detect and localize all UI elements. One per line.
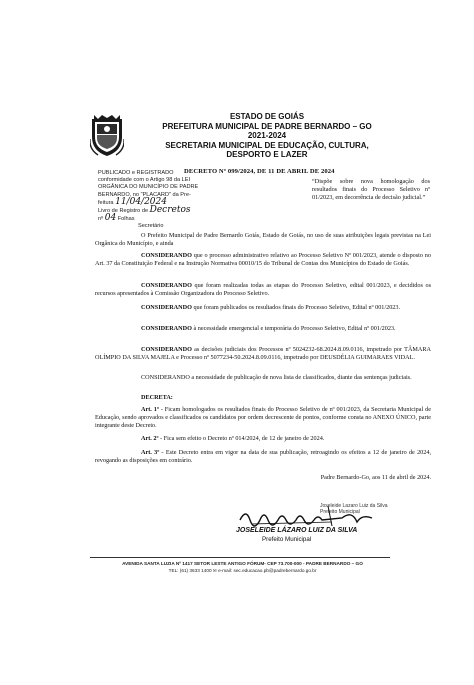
header-term: 2021-2024 <box>247 131 287 141</box>
article-label: Art. 1º <box>141 406 159 413</box>
stamp-line: Folhas <box>117 216 135 223</box>
article-text: - Fica sem efeito o Decreto nº 014/2024, de 12 de janeiro de 2024. <box>158 435 325 442</box>
considering-text: que foram publicados os resultados finais do Processo Seletivo, Edital nº 001/2023. <box>191 304 401 311</box>
considering-label: CONSIDERANDO <box>141 346 192 353</box>
footer-divider <box>90 557 390 558</box>
article-2 <box>95 435 431 443</box>
stamp-line: conformidade com o Artigo 98 da LEI <box>98 177 191 184</box>
decree-title: DECRETO Nº 099/2024, DE 11 DE ABRIL DE 2024 <box>184 168 335 175</box>
stamp-line: feitura <box>98 199 114 206</box>
publication-stamp <box>98 170 233 231</box>
signature-stamp-role: Prefeito Municipal <box>320 509 360 515</box>
article-3 <box>95 449 431 465</box>
stamp-secretary: Secretário <box>138 223 164 230</box>
preamble: O Prefeito Municipal de Padre Bernardo Goiás, Estado de Goiás, no uso de suas atribuições legais previstas na Lei Orgânica do Município, e ainda <box>95 232 431 247</box>
footer-address: AVENIDA SANTA LUZIA Nº 1417 SETOR LESTE ANTIGO FÓRUM- CEP 73.700-000 - PADRE BERNARDO – GO <box>122 561 363 566</box>
considering-label: CONSIDERANDO <box>141 282 192 289</box>
considering-text: que o processo administrativo relativo ao Processo Seletivo Nº 001/2023, atende o disposto no Art. 37 da Constituição Federal e na Instrução Normativa 00010/15 do Tribunal de Contas dos Municípios do Estado de Goiás. <box>95 252 431 267</box>
considering-4 <box>95 325 431 333</box>
considering-5 <box>95 346 431 362</box>
signature-stamp-name: Joseleide Lazaro Luiz da Silva <box>320 503 388 509</box>
header-prefecture: PREFEITURA MUNICIPAL DE PADRE BERNARDO – GO <box>162 121 372 131</box>
considering-label: CONSIDERANDO <box>141 252 192 259</box>
stamp-number: 04 <box>104 213 117 224</box>
signer-name: JOSELEIDE LÁZARO LUIZ DA SILVA <box>236 527 358 534</box>
considering-text: à necessidade emergencial e temporária do Processo Seletivo, Edital nº 001/2023. <box>191 325 396 332</box>
signer-role: Prefeito Municipal <box>262 536 312 543</box>
stamp-line: BERNARDO, no "PLACARD" da Pre- <box>98 191 191 198</box>
decreta-heading: DECRETA: <box>141 394 173 401</box>
considering-6: CONSIDERANDO a necessidade de publicação de nova lista de classificados, diante das sentenças judiciais. <box>141 374 412 381</box>
considering-text: que foram realizadas todas as etapas do Processo Seletivo, edital 001/2023, e decididos os recursos apresentados à Comissão Organizadora do Processo Seletivo. <box>95 282 431 297</box>
stamp-line: Livro de Registro de <box>98 208 149 215</box>
letterhead <box>132 112 402 160</box>
article-label: Art. 2º <box>141 435 159 442</box>
considering-3 <box>95 304 431 312</box>
place-date: Padre Bernardo-Go, aos 11 de abril de 2024. <box>320 474 431 481</box>
stamp-line: nº <box>98 216 104 223</box>
considering-2 <box>95 282 431 298</box>
stamp-line: ORGÂNICA DO MUNICÍPIO DE PADRE <box>98 184 199 191</box>
stamp-book: Decretos <box>149 205 191 216</box>
considering-text: as decisões judiciais dos Processos nº 5024232-68.2024.8.09.0116, impetrado por TÂMARA OLÍMPIO DA SILVA MAJELA e Processo nº 5077234-50.2024.8.09.0116, impetrado por DEUSDÉLIA GUIMARAES VIDAL. <box>95 346 431 361</box>
stamp-num-row <box>98 215 233 223</box>
header-secretariat: SECRETARIA MUNICIPAL DE EDUCAÇÃO, CULTURA, <box>165 140 369 150</box>
stamp-date: 11/04/2024 <box>115 196 167 207</box>
footer-contact: TEL: (61) 3633 1400 ✉ e-mail: sec.educacao.pb@padrebernardo.go.br <box>168 568 317 573</box>
article-1 <box>95 406 431 430</box>
stamp-line: PUBLICADO e REGISTRADO <box>98 170 174 176</box>
stamp-book-row <box>98 207 233 215</box>
header-state: ESTADO DE GOIÁS <box>229 112 305 121</box>
considering-label: CONSIDERANDO <box>141 304 192 311</box>
municipal-coat-of-arms <box>90 113 124 157</box>
considering-label: CONSIDERANDO <box>141 325 192 332</box>
article-text: - Ficam homologados os resultados finais do Processo Seletivo de nº 001/2023, da Secretaria Municipal de Educação, sendo aprovados e classificados os candidatos por ordem decrescente de pontos, conforme consta no ANEXO ÚNICO, parte integrante deste Decreto. <box>95 406 431 429</box>
article-text: - Este Decreto entra em vigor na data de sua publicação, retroagindo os efeitos a 12 de janeiro de 2024, revogando as disposições em contrário. <box>95 449 431 464</box>
footer <box>95 560 390 574</box>
header-secretariat-cont: DESPORTO E LAZER <box>226 150 308 160</box>
signature-stamp <box>320 503 388 515</box>
ementa: “Dispõe sobre nova homologação dos resultados finais do Processo Seletivo nº 01/2023, em decorrência de decisão judicial.” <box>312 178 430 201</box>
article-label: Art. 3º <box>141 449 160 456</box>
considering-1 <box>95 252 431 268</box>
